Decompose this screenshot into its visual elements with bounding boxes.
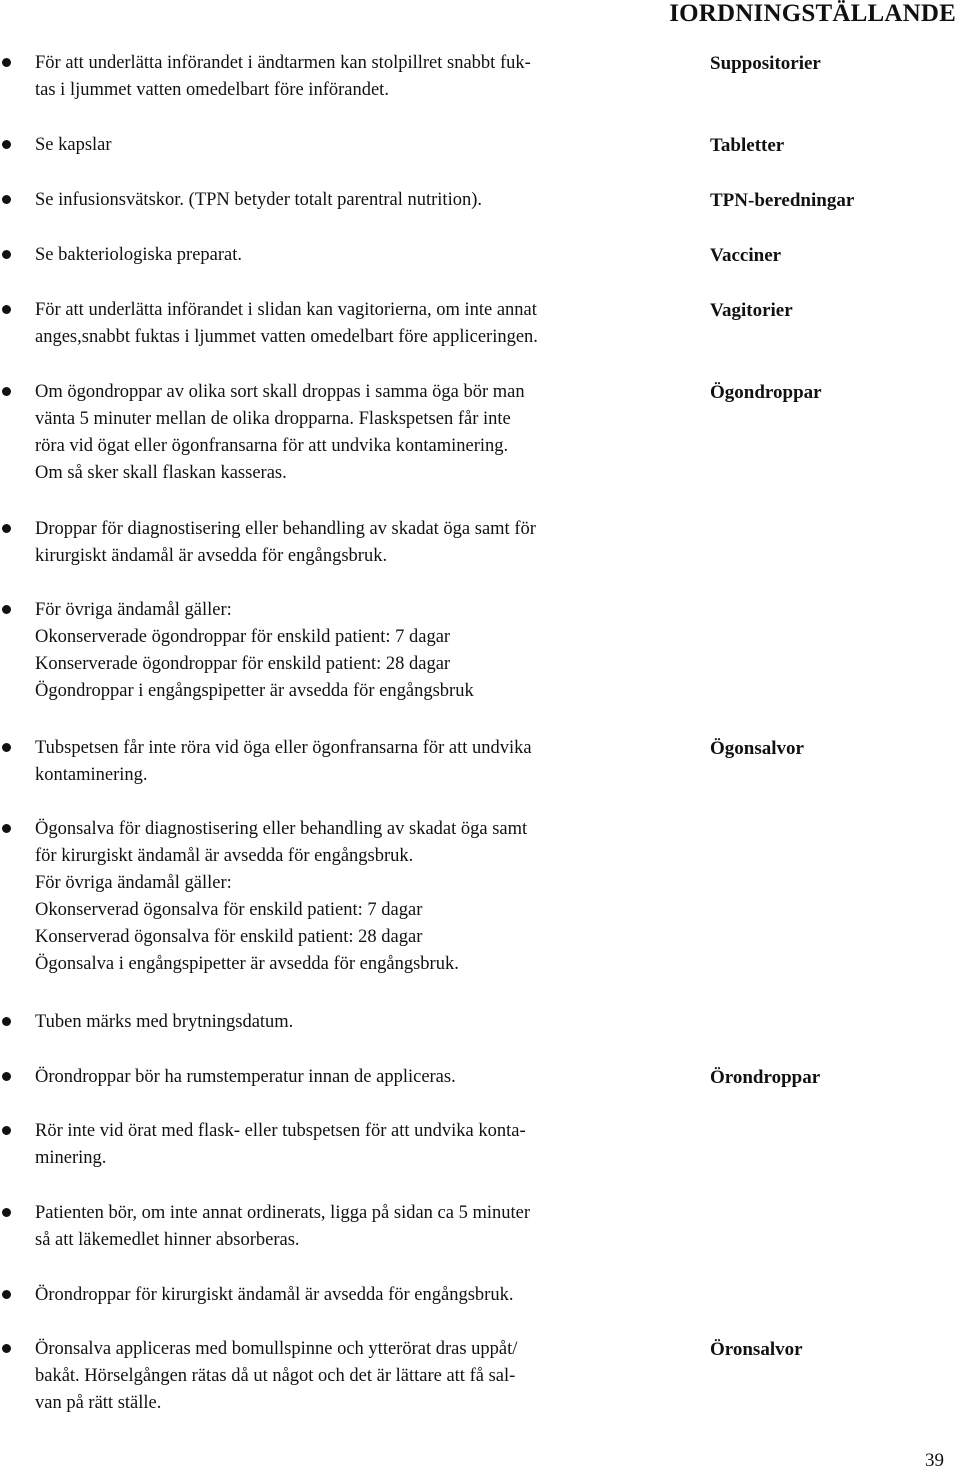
entry-text-line: anges,snabbt fuktas i ljummet vatten omedelbart före appliceringen. — [35, 327, 538, 347]
entry-text — [35, 735, 620, 789]
entry-text — [35, 1282, 620, 1309]
entry-text-line: så att läkemedlet hinner absorberas. — [35, 1230, 300, 1250]
entry-text — [35, 1118, 620, 1172]
entry-text-line: Tubspetsen får inte röra vid öga eller ögonfransarna för att undvika — [35, 738, 532, 758]
entry-text-line: Ögonsalva i engångspipetter är avsedda för engångsbruk. — [35, 954, 459, 974]
entry-text — [35, 1064, 620, 1091]
entry-text-line: För övriga ändamål gäller: — [35, 600, 232, 620]
category-label: Ögondroppar — [710, 382, 822, 403]
entry-text — [35, 597, 620, 705]
entry-text — [35, 1336, 620, 1417]
entry-text-line: Öronsalva appliceras med bomullspinne och ytterörat dras uppåt/ — [35, 1339, 518, 1359]
entry-text-line: bakåt. Hörselgången rätas då ut något och det är lättare att få sal- — [35, 1366, 516, 1386]
entry-text-line: Rör inte vid örat med flask- eller tubspetsen för att undvika konta- — [35, 1121, 526, 1141]
entry-text-line: Örondroppar bör ha rumstemperatur innan de appliceras. — [35, 1067, 456, 1087]
bullet-icon — [2, 743, 11, 752]
bullet-icon — [2, 140, 11, 149]
entry-text — [35, 187, 620, 214]
bullet-icon — [2, 1126, 11, 1135]
entry-text-line: Örondroppar för kirurgiskt ändamål är avsedda för engångsbruk. — [35, 1285, 514, 1305]
bullet-icon — [2, 58, 11, 67]
section-header: IORDNINGSTÄLLANDE — [669, 0, 956, 27]
entry-text-line: Konserverade ögondroppar för enskild patient: 28 dagar — [35, 654, 451, 674]
entry-text-line: Ögondroppar i engångspipetter är avsedda för engångsbruk — [35, 681, 474, 701]
category-label: Tabletter — [710, 135, 785, 156]
entry-text-line: Droppar för diagnostisering eller behandling av skadat öga samt för — [35, 519, 536, 539]
category-label: Vacciner — [710, 245, 782, 266]
category-label: Öronsalvor — [710, 1339, 803, 1360]
entry-text-line: minering. — [35, 1148, 107, 1168]
entry-text — [35, 297, 620, 351]
entry-text — [35, 1009, 620, 1036]
entry-text-line: Patienten bör, om inte annat ordinerats, ligga på sidan ca 5 minuter — [35, 1203, 531, 1223]
bullet-icon — [2, 1290, 11, 1299]
category-label: Vagitorier — [710, 300, 793, 321]
entry-text — [35, 132, 620, 159]
entry-text-line: kirurgiskt ändamål är avsedda för engångsbruk. — [35, 546, 388, 566]
entry-text-line: van på rätt ställe. — [35, 1393, 162, 1413]
entry-text — [35, 50, 620, 104]
category-label: TPN-beredningar — [710, 190, 855, 211]
entry-text-line: röra vid ögat eller ögonfransarna för att undvika kontaminering. — [35, 436, 509, 456]
bullet-icon — [2, 387, 11, 396]
entry-text — [35, 1200, 620, 1254]
entry-text-line: vänta 5 minuter mellan de olika dropparna. Flaskspetsen får inte — [35, 409, 511, 429]
page-number: 39 — [925, 1450, 944, 1471]
bullet-icon — [2, 1344, 11, 1353]
category-label: Suppositorier — [710, 53, 821, 74]
bullet-icon — [2, 524, 11, 533]
entry-text-line: Se bakteriologiska preparat. — [35, 245, 243, 265]
category-label: Ögonsalvor — [710, 738, 804, 759]
bullet-icon — [2, 250, 11, 259]
bullet-icon — [2, 1208, 11, 1217]
entry-text-line: Konserverad ögonsalva för enskild patient: 28 dagar — [35, 927, 423, 947]
entry-text-line: Se infusionsvätskor. (TPN betyder totalt parentral nutrition). — [35, 190, 482, 210]
entry-text — [35, 516, 620, 570]
bullet-icon — [2, 1072, 11, 1081]
entry-text-line: tas i ljummet vatten omedelbart före införandet. — [35, 80, 389, 100]
entry-text-line: Om ögondroppar av olika sort skall droppas i samma öga bör man — [35, 382, 525, 402]
bullet-icon — [2, 1017, 11, 1026]
entry-text-line: För övriga ändamål gäller: — [35, 873, 232, 893]
entry-text-line: kontaminering. — [35, 765, 148, 785]
entry-text-line: Se kapslar — [35, 135, 112, 155]
entry-text — [35, 816, 620, 978]
entry-text-line: Ögonsalva för diagnostisering eller behandling av skadat öga samt — [35, 819, 528, 839]
entry-text — [35, 242, 620, 269]
entry-text-line: För att underlätta införandet i ändtarmen kan stolpillret snabbt fuk- — [35, 53, 531, 73]
bullet-icon — [2, 605, 11, 614]
bullet-icon — [2, 824, 11, 833]
entry-text — [35, 379, 620, 487]
entry-text-line: för kirurgiskt ändamål är avsedda för engångsbruk. — [35, 846, 414, 866]
bullet-icon — [2, 305, 11, 314]
entry-text-line: Tuben märks med brytningsdatum. — [35, 1012, 294, 1032]
category-label: Örondroppar — [710, 1067, 821, 1088]
entry-text-line: Om så sker skall flaskan kasseras. — [35, 463, 287, 483]
entry-text-line: Okonserverade ögondroppar för enskild patient: 7 dagar — [35, 627, 451, 647]
bullet-icon — [2, 195, 11, 204]
entry-text-line: Okonserverad ögonsalva för enskild patient: 7 dagar — [35, 900, 423, 920]
entry-text-line: För att underlätta införandet i slidan kan vagitorierna, om inte annat — [35, 300, 537, 320]
